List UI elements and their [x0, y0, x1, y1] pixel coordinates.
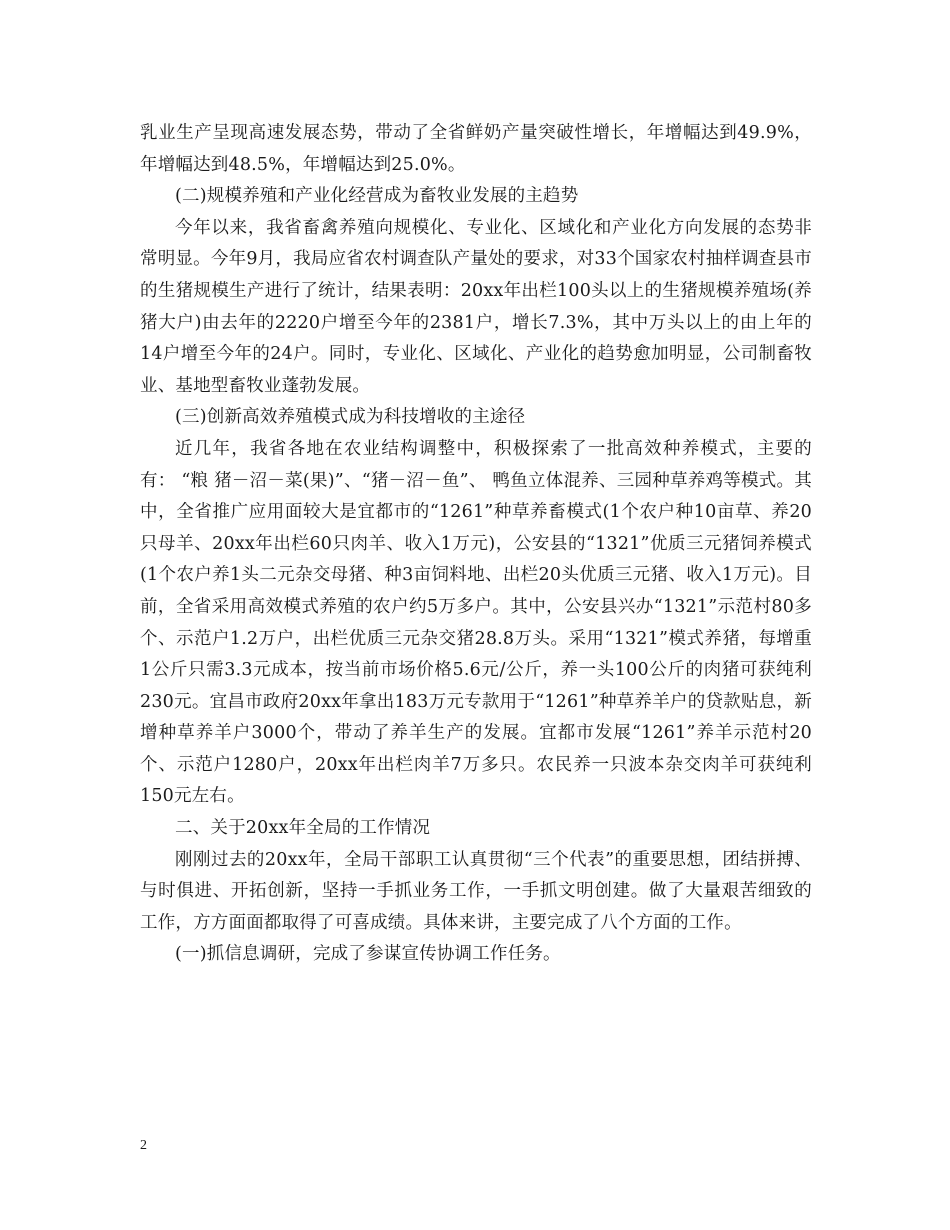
heading-scale-farming: (二)规模养殖和产业化经营成为畜牧业发展的主趋势	[175, 186, 579, 207]
paragraph-efficient-models: 近几年，我省各地在农业结构调整中，积极探索了一批高效种养模式，主要的有： “粮 猪－沼－菜(果)”、“猪－沼－鱼”、 鸭鱼立体混养、三园种草养鸡等模式。其中，全省推广应用面较大是宜都市的“1261”种草养畜模式(1个农户种10亩草、养20只母羊、20xx年出栏60只肉羊、收入1万元)，公安县的“1321”优质三元猪饲养模式(1个农户养1头二元杂交母猪、种3亩饲料地、出栏20头优质三元猪、收入1万元)。目前，全省采用高效模式养殖的农户约5万多户。其中，公安县兴办“1321”示范村80多个、示范户1.2万户，出栏优质三元杂交猪28.8万头。采用“1321”模式养猪，每增重1公斤只需3.3元成本，按当前市场价格5.6元/公斤，养一头100公斤的肉猪可获纯利230元。宜昌市政府20xx年拿出183万元专款用于“1261”种草养羊户的贷款贴息，新增种草养羊户3000个，带动了养羊生产的发展。宜都市发展“1261”养羊示范村20个、示范户1280户，20xx年出栏肉羊7万多只。农民养一只波本杂交肉羊可获纯利150元左右。	[140, 438, 812, 807]
heading-annual-work: 二、关于20xx年全局的工作情况	[175, 818, 431, 839]
document-body	[140, 118, 812, 971]
heading-efficient-models: (三)创新高效养殖模式成为科技增收的主途径	[175, 407, 526, 428]
paragraph-dairy-growth: 乳业生产呈现高速发展态势，带动了全省鲜奶产量突破性增长，年增幅达到49.9%，年增幅达到48.5%，年增幅达到25.0%。	[140, 123, 812, 175]
heading-information-research: (一)抓信息调研，完成了参谋宣传协调工作任务。	[175, 944, 561, 965]
page-number: 2	[140, 1138, 147, 1153]
paragraph-scale-farming: 今年以来，我省畜禽养殖向规模化、专业化、区域化和产业化方向发展的态势非常明显。今年9月，我局应省农村调查队产量处的要求，对33个国家农村抽样调查县市的生猪规模生产进行了统计，结果表明：20xx年出栏100头以上的生猪规模养殖场(养猪大户)由去年的2220户增至今年的2381户，增长7.3%，其中万头以上的由上年的14户增至今年的24户。同时，专业化、区域化、产业化的趋势愈加明显，公司制畜牧业、基地型畜牧业蓬勃发展。	[140, 217, 812, 396]
paragraph-annual-work: 刚刚过去的20xx年，全局干部职工认真贯彻“三个代表”的重要思想，团结拼搏、与时俱进、开拓创新，坚持一手抓业务工作，一手抓文明创建。做了大量艰苦细致的工作，方方面面都取得了可喜成绩。具体来讲，主要完成了八个方面的工作。	[140, 849, 812, 933]
